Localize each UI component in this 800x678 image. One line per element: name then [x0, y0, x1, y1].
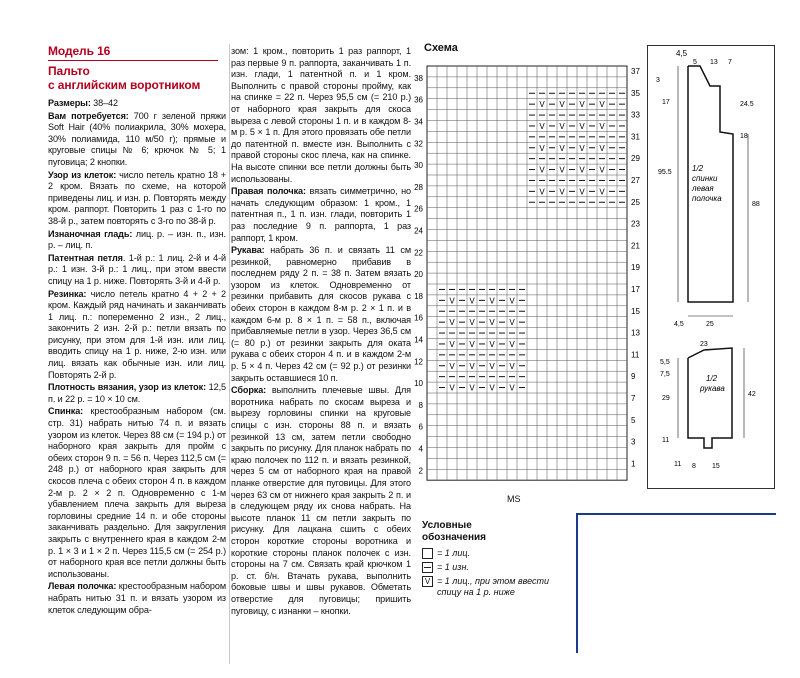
patent-stitch-mark: V: [579, 165, 585, 175]
paragraph-heading: Патентная петля: [48, 252, 123, 263]
paragraph-heading: Рукава:: [231, 245, 265, 256]
paragraph-text: число петель кратно 18 + 2 кром. Вязать по схеме, на которой приведены лиц. и изн. р. Повторять между кром. раппорт. Повторить 1 раз с 1-го по 38-й р., затем повторять с 3-го по 38-й р.: [48, 169, 226, 226]
patent-stitch-mark: V: [509, 296, 515, 306]
legend-title: [422, 520, 572, 544]
sleeve-label-2: рукава: [700, 384, 725, 393]
dim-front-25: 25: [706, 321, 714, 328]
patent-stitch-mark: V: [449, 296, 455, 306]
front-label-3: левая: [692, 184, 714, 193]
dim-front-7: 7: [728, 59, 732, 66]
paragraph-text: крестообразным набором набрать нитью 31 п. и вязать узором из клеток следующим обра-: [48, 581, 226, 615]
legend-item-purl: [422, 562, 572, 573]
model-title: Модель 16: [48, 44, 111, 58]
chart-row-number-right: 37: [631, 67, 640, 76]
dim-sleeve-29: 29: [662, 395, 670, 402]
chart-row-number-right: 23: [631, 219, 640, 229]
patent-stitch-mark: V: [579, 143, 585, 153]
chart-row-number-left: 38: [414, 73, 423, 83]
chart-row-number-right: 13: [631, 328, 640, 338]
paragraph-text: крестообразным набором (см. стр. 31) набрать нитью 74 п. и вязать узором из клеток. Через 88 см (= 194 р.) от наборного края закрыть для пройм с обеих сторон 9 п. = 56 п. Через 112,5 см (= 248 р.) от наборного края закрыть для скосов плеча с обеих сторон 4 п. в каждом 2-м р. 2 × 2 п. Одновременно с 1-м убавлением плеча закрыть для выреза горловины средние 14 п. и обе стороны заканчивать раздельно. Для закругления закрыть с внутреннего края в каждом 2-м р. 1 × 3 и 1 × 2 п. Через 115,5 см (= 254 р.) от наборного края все петли должны быть использованы.: [48, 406, 226, 579]
paragraph-heading: Изнаночная гладь:: [48, 228, 133, 239]
paragraph-heading: Размеры:: [48, 98, 91, 108]
patent-stitch-mark: V: [559, 121, 565, 131]
paragraph-text: вязать симметрично, но начать следующим образом: 1 кром., 1 патентная п., 1 п. изн. глади, повторить 1 раз последние 9 п. раппорта, 1 раз раппорт, 1 кром.: [231, 186, 411, 243]
patent-stitch-mark: V: [559, 100, 565, 110]
patent-stitch-mark: V: [579, 100, 585, 110]
dim-front-3: 3: [656, 77, 660, 84]
patent-stitch-mark: V: [539, 100, 545, 110]
patent-stitch-mark: V: [469, 318, 475, 328]
patent-stitch-mark: V: [559, 165, 565, 175]
patent-stitch-mark: V: [599, 165, 605, 175]
dim-front-95-5: 95.5: [658, 169, 672, 176]
paragraph-heading: Плотность вязания, узор из клеток:: [48, 382, 207, 393]
patent-stitch-mark: V: [489, 361, 495, 371]
patent-stitch-mark: V: [599, 143, 605, 153]
patent-stitch-mark: V: [469, 339, 475, 349]
title-underline: [48, 60, 218, 61]
patent-stitch-mark: V: [489, 296, 495, 306]
dim-sleeve-11-bottom: 11: [674, 461, 682, 468]
legend-item-text: = 1 лиц., при этом ввести спицу на 1 р. ниже: [437, 576, 550, 597]
chart-row-number-left: 34: [414, 117, 423, 127]
dim-front-4-5-bottom: 4,5: [674, 321, 684, 328]
paragraph-heading: Правая полочка:: [231, 186, 306, 197]
chart-row-number-left: 10: [414, 379, 423, 389]
patent-stitch-mark: V: [579, 121, 585, 131]
chart-row-number-right: 7: [631, 394, 636, 403]
patent-stitch-mark: V: [489, 318, 495, 328]
chart-row-number-left: 18: [414, 291, 423, 301]
patent-stitch-mark: V: [539, 121, 545, 131]
chart-row-number-right: 1: [631, 459, 636, 469]
knitting-chart: [405, 58, 645, 498]
paragraph-text: 38–42: [90, 98, 118, 108]
patent-stitch-mark: V: [509, 318, 515, 328]
patent-stitch-mark: V: [449, 383, 455, 393]
chart-row-number-right: 33: [631, 110, 640, 120]
paragraph-text: выполнить плечевые швы. Для воротника набрать по скосам выреза и вырезу горловины спинки на круговые спицы с изн. стороны 88 п. и вязать резинкой 13 см, затем петли свободно закрыть по рисунку. Для планок набрать по краю полочек по 112 п. и вязать резинкой, через 5 см от наборного края на правой планке отверстие для пуговицы. Для этого через 63 см от нижнего края закрыть 2 п. и в следующем ряду их снова набрать. На высоте планок 11 см петли закрыть по рисунку. Для лацкана сшить с обеих сторон короткие стороны воротника и короткие стороны планок полочек с изн. стороны на 7 см. Связать край крючком 1 р. ст. б/н. Втачать рукава, выполнить боковые швы и швы рукавов. Обметать отверстие для пуговицы; пришить пуговицу, с изнанки – кнопки.: [231, 385, 411, 616]
sleeve-piece: [660, 341, 756, 470]
patent-stitch-mark: V: [469, 383, 475, 393]
subtitle-line-1: Пальто: [48, 64, 90, 78]
paragraph-heading: Левая полочка:: [48, 581, 117, 592]
patent-stitch-mark: V: [599, 100, 605, 110]
legend-item-text: = 1 изн.: [437, 562, 469, 572]
front-label-2: спинки: [692, 174, 718, 183]
chart-row-number-left: 24: [414, 226, 423, 236]
legend-frame-line-top: [576, 513, 776, 515]
patent-symbol-icon: V: [422, 576, 433, 587]
legend-item-knit: [422, 548, 572, 559]
front-label-4: полочка: [692, 194, 722, 203]
instruction-paragraph: [231, 245, 411, 384]
paragraph-text: зом: 1 кром., повторить 1 раз раппорт, 1 раз первые 9 п. раппорта, заканчивать 1 п. изн. глади, 1 патентной п. и 1 кром. Выполнить с правой стороны пройму, как на спинке = 22 п. Через 95,5 см (= 210 р.) от наборного края закрыть для скоса выреза с левой стороны 1 п. и в каждом 8-м р. 5 × 1 п. Для этого провязать обе петли до патентной п. вместе изн. Выполнить с правой стороны скос плеча, как на спинке. На высоте спинки все петли должны быть использованы.: [231, 46, 411, 184]
dim-sleeve-11-left: 11: [662, 437, 670, 444]
patent-stitch-mark: V: [599, 187, 605, 197]
dim-sleeve-42: 42: [748, 391, 756, 398]
patent-stitch-mark: V: [579, 187, 585, 197]
instruction-paragraph: [231, 186, 411, 244]
dim-front-17: 17: [662, 99, 670, 106]
paragraph-heading: Узор из клеток:: [48, 169, 117, 180]
instructions-body-1: [48, 98, 226, 616]
dim-front-5: 5: [693, 59, 697, 66]
patent-stitch-mark: V: [449, 339, 455, 349]
legend-frame-line: [576, 513, 578, 653]
paragraph-heading: Резинка:: [48, 288, 87, 299]
legend-title-line-2: обозначения: [422, 532, 486, 543]
chart-row-number-left: 12: [414, 357, 423, 367]
dim-front-13: 13: [710, 59, 718, 66]
chart-row-number-left: 26: [414, 204, 423, 214]
patent-stitch-mark: V: [449, 318, 455, 328]
chart-row-number-left: 32: [414, 139, 423, 149]
chart-row-number-left: 6: [418, 422, 423, 432]
instruction-paragraph: [48, 229, 226, 252]
text-column-2: [231, 46, 411, 618]
chart-row-number-right: 9: [631, 372, 636, 382]
chart-row-number-right: 19: [631, 263, 640, 273]
legend-item-patent: [422, 576, 572, 598]
instruction-paragraph: [48, 111, 226, 169]
patent-stitch-mark: V: [469, 361, 475, 371]
chart-row-number-left: 14: [414, 335, 423, 345]
patent-stitch-mark: V: [539, 165, 545, 175]
subtitle-line-2: с английским воротником: [48, 78, 201, 92]
instruction-paragraph: [48, 289, 226, 382]
front-label-1: 1/2: [692, 164, 704, 173]
chart-row-number-right: 3: [631, 437, 636, 447]
instruction-paragraph: [231, 385, 411, 617]
chart-row-number-right: 15: [631, 306, 640, 316]
chart-row-number-right: 5: [631, 415, 636, 425]
paragraph-text: 700 г зеленой пряжи Soft Hair (40% полиакрила, 30% мохера, 30% полиамида, 110 м/50 г); прямые и круговые спицы № 6; крючок № 5; 1 пуговица; 2 кнопки.: [48, 110, 226, 167]
chart-row-number-left: 2: [418, 466, 423, 476]
chart-row-number-right: 27: [631, 176, 640, 185]
patent-stitch-mark: V: [489, 383, 495, 393]
chart-row-number-left: 4: [418, 444, 423, 454]
patent-stitch-mark: V: [489, 339, 495, 349]
instruction-paragraph: [48, 253, 226, 288]
instruction-paragraph: [48, 170, 226, 228]
dim-front-88: 88: [752, 201, 760, 208]
knit-symbol-icon: [422, 548, 433, 559]
model-subtitle: [48, 64, 226, 92]
pattern-panel: [647, 45, 775, 489]
legend-title-line-1: Условные: [422, 520, 472, 531]
instruction-paragraph: [48, 581, 226, 616]
patent-stitch-mark: V: [509, 339, 515, 349]
chart-row-number-right: 29: [631, 154, 640, 164]
dim-sleeve-5-5: 5,5: [660, 359, 670, 366]
dim-sleeve-15: 15: [712, 463, 720, 470]
dim-sleeve-7-5: 7,5: [660, 371, 670, 378]
paragraph-text: число петель кратно 4 + 2 + 2 кром. Каждый ряд начинать и заканчивать 1 лиц. п.: попеременно 2 изн., 2 лиц., закончить 2 изн. 2-й р.: петли вязать по рисунку, при этом для 1-й изн. или лиц. вводить спицу на 1 р. ниже, 2-ю изн. или лиц. вязать как обычные изн. или лиц. Повторять 2-й р.: [48, 288, 226, 380]
patent-stitch-mark: V: [509, 361, 515, 371]
paragraph-text: 12,5 п. и 22 р. = 10 × 10 см.: [48, 382, 226, 404]
text-column-1: [48, 44, 226, 617]
chart-row-number-left: 22: [414, 248, 423, 258]
paragraph-heading: Вам потребуется:: [48, 110, 129, 121]
chart-row-number-left: 16: [414, 313, 423, 323]
chart-row-number-left: 20: [414, 270, 423, 280]
paragraph-heading: Спинка:: [48, 406, 84, 417]
patent-stitch-mark: V: [509, 383, 515, 393]
paragraph-text: . 1-й р.: 1 лиц. 2-й и 4-й р.: 1 изн. 3-й р.: 1 лиц., при этом ввести спицу на 1 р. ниже. Повторять 3-й и 4-й р.: [48, 252, 226, 286]
chart-row-number-left: 30: [414, 161, 423, 171]
legend-item-text: = 1 лиц.: [437, 548, 470, 558]
patent-stitch-mark: V: [599, 121, 605, 131]
instruction-paragraph: [48, 98, 226, 110]
instruction-paragraph: [48, 382, 226, 405]
patent-stitch-mark: V: [539, 143, 545, 153]
chart-row-number-left: 8: [418, 400, 423, 410]
pattern-pieces-svg: [648, 46, 774, 488]
patent-stitch-mark: V: [469, 296, 475, 306]
dim-sleeve-8: 8: [692, 463, 696, 470]
column-divider: [229, 44, 230, 664]
dim-front-24-5: 24.5: [740, 101, 754, 108]
dim-front-18: 18: [740, 133, 748, 140]
chart-row-number-right: 25: [631, 197, 640, 207]
purl-symbol-icon: [422, 562, 433, 573]
chart-row-number-left: 36: [414, 95, 423, 105]
patent-stitch-mark: V: [449, 361, 455, 371]
paragraph-text: лиц. р. – изн. п., изн. р. – лиц. п.: [48, 228, 226, 251]
patent-stitch-mark: V: [559, 143, 565, 153]
chart-row-number-right: 17: [631, 285, 640, 294]
dim-front-4-5-top: 4,5: [676, 49, 688, 58]
instruction-paragraph: [48, 406, 226, 580]
chart-row-number-right: 21: [631, 241, 640, 251]
paragraph-text: набрать 36 п. и связать 11 см резинкой, равномерно прибавив в последнем ряду 2 п. = 38 п. Затем вязать узором из клеток. Одновременно от резинки прибавить для скосов рукава с обеих сторон в каждом 8-м р. 2 × 1 п. и в каждом 6-м р. 8 × 1 п. = 58 п., включая прибавляемые петли в узор. Через 36,5 см (= 80 р.) от резинки закрыть для оката рукава с обеих сторон 4 п. и в каждом 2-м р. 5 × 4 п. Через 42 см (= 92 р.) от резинки закрыть оставшиеся 10 п.: [231, 245, 411, 383]
chart-footer-label: MS: [507, 494, 521, 504]
paragraph-heading: Сборка:: [231, 385, 267, 396]
patent-stitch-mark: V: [539, 187, 545, 197]
scheme-title: Схема: [424, 42, 458, 54]
sleeve-label-1: 1/2: [706, 374, 718, 383]
chart-row-number-left: 28: [414, 182, 423, 192]
dim-sleeve-23: 23: [700, 341, 708, 348]
legend: [422, 520, 572, 601]
instruction-paragraph: [231, 46, 411, 185]
instructions-body-2: [231, 46, 411, 617]
front-piece: [656, 49, 760, 328]
patent-stitch-mark: V: [559, 187, 565, 197]
chart-row-number-right: 35: [631, 88, 640, 98]
chart-row-number-right: 31: [631, 132, 640, 142]
chart-row-number-right: 11: [631, 350, 640, 360]
